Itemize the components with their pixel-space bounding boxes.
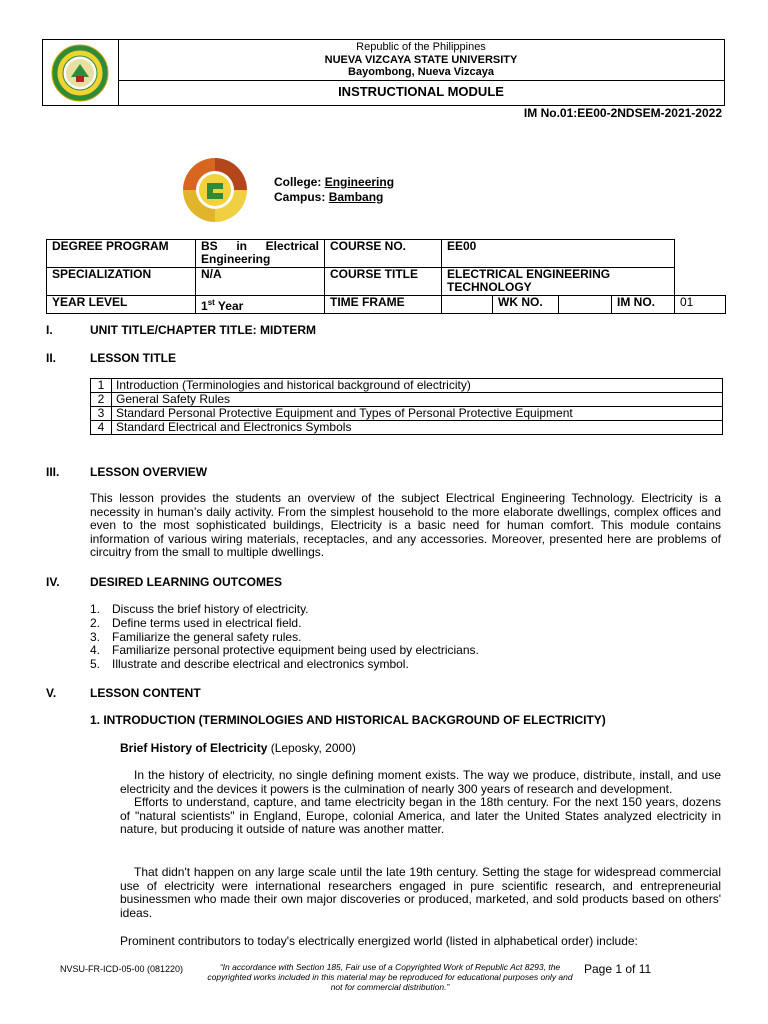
document-header	[42, 39, 725, 106]
specialization-label: SPECIALIZATION	[47, 268, 196, 296]
wk-no-label: WK NO.	[493, 296, 559, 314]
degree-label: DEGREE PROGRAM	[47, 240, 196, 268]
document-title: INSTRUCTIONAL MODULE	[338, 84, 504, 99]
section-lesson-content: V. LESSON CONTENT	[46, 686, 201, 700]
table-row: 2 General Safety Rules	[91, 393, 723, 407]
university-seal-icon	[43, 40, 118, 105]
history-paragraph-2: That didn't happen on any large scale until the late 19th century. Setting the stage for widespread commercial use of electricity were international researchers engaged in pure scientific research, and entrepreneurial businessmen who made their own major discoveries or produced, marketed, and sold products based on others' ideas.	[120, 865, 721, 920]
republic-line: Republic of the Philippines	[356, 41, 486, 53]
history-heading: Brief History of Electricity (Leposky, 2000)	[120, 741, 356, 755]
im-no-value: 01	[675, 296, 726, 314]
course-title-label: COURSE TITLE	[325, 268, 442, 296]
wk-no-value	[559, 296, 612, 314]
course-no-value: EE00	[442, 240, 675, 268]
copyright-notice: “In accordance with Section 185, Fair use of a Copyrighted Work of Republic Act 8293, the copyrighted works included in this material may be reproduced for educational purposes only and not for commercial distribution.”	[207, 962, 573, 992]
year-level-label: YEAR LEVEL	[47, 296, 196, 314]
campus-value: Bambang	[328, 189, 384, 204]
college-logo-icon	[180, 155, 250, 225]
college-campus-block	[274, 175, 394, 204]
time-frame-value	[442, 296, 493, 314]
university-location: Bayombong, Nueva Vizcaya	[348, 66, 494, 78]
section-lesson-overview: III. LESSON OVERVIEW	[46, 465, 208, 479]
list-item: 5. Illustrate and describe electrical and electronics symbol.	[90, 657, 409, 672]
section-learning-outcomes: IV. DESIRED LEARNING OUTCOMES	[46, 575, 283, 589]
subsection-introduction: 1. INTRODUCTION (TERMINOLOGIES AND HISTORICAL BACKGROUND OF ELECTRICITY)	[90, 713, 606, 727]
header-text	[118, 40, 724, 81]
college-value: Engineering	[324, 175, 395, 189]
college-label: College:	[274, 175, 322, 189]
overview-paragraph: This lesson provides the students an overview of the subject Electrical Engineering Technology. Electricity is a necessity in human’s daily activity. From the simplest household to the more elaborate dwellings, complex offices and even to the most sophisticated buildings, Electricity is a basic need for human comfort. This module contains information of various wiring materials, receptacles, and any accessories. Moreover, presented here are problems of circuitry from the small to multiple dwellings.	[90, 491, 721, 559]
year-level-value: 1st Year	[196, 296, 325, 314]
list-item: 3. Familiarize the general safety rules.	[90, 629, 302, 644]
university-seal-cell	[43, 40, 119, 105]
history-paragraph-3: Prominent contributors to today's electrically energized world (listed in alphabetical order) include:	[120, 934, 638, 948]
degree-value: BS in Electrical Engineering	[196, 240, 325, 268]
table-row: 3 Standard Personal Protective Equipment and Types of Personal Protective Equipment	[91, 407, 723, 421]
university-name: NUEVA VIZCAYA STATE UNIVERSITY	[324, 53, 518, 66]
list-item: 4. Familiarize personal protective equipment being used by electricians.	[90, 643, 479, 658]
course-title-value: ELECTRICAL ENGINEERING TECHNOLOGY	[442, 268, 675, 296]
history-paragraph-1: In the history of electricity, no single defining moment exists. The way we produce, distribute, install, and use electricity and the devices it powers is the culmination of nearly 300 years of research and development. Efforts to understand, capture, and tame electricity began in the 18th century. For the next 150 years, dozens of "natural scientists" in England, Europe, colonial America, and later the United States analyzed electricity in nature, but producing it outside of nature was another matter.	[120, 768, 721, 836]
im-no-label: IM NO.	[612, 296, 675, 314]
table-row: 4 Standard Electrical and Electronics Symbols	[91, 421, 723, 435]
list-item: 2. Define terms used in electrical field.	[90, 615, 302, 630]
section-unit-title: I. UNIT TITLE/CHAPTER TITLE: MIDTERM	[46, 323, 316, 337]
time-frame-label: TIME FRAME	[325, 296, 442, 314]
table-row: 1 Introduction (Terminologies and historical background of electricity)	[91, 379, 723, 393]
course-info-table	[46, 239, 726, 314]
campus-label: Campus:	[274, 189, 326, 204]
outcomes-list	[90, 603, 479, 672]
lesson-title-table	[90, 378, 723, 435]
section-lesson-title: II. LESSON TITLE	[46, 351, 177, 365]
page-number: Page 1 of 11	[584, 962, 652, 976]
im-number: IM No.01:EE00-2NDSEM-2021-2022	[523, 106, 722, 120]
specialization-value: N/A	[196, 268, 325, 296]
course-no-label: COURSE NO.	[325, 240, 442, 268]
form-code: NVSU-FR-ICD-05-00 (081220)	[60, 964, 184, 974]
list-item: 1. Discuss the brief history of electricity.	[90, 602, 309, 616]
